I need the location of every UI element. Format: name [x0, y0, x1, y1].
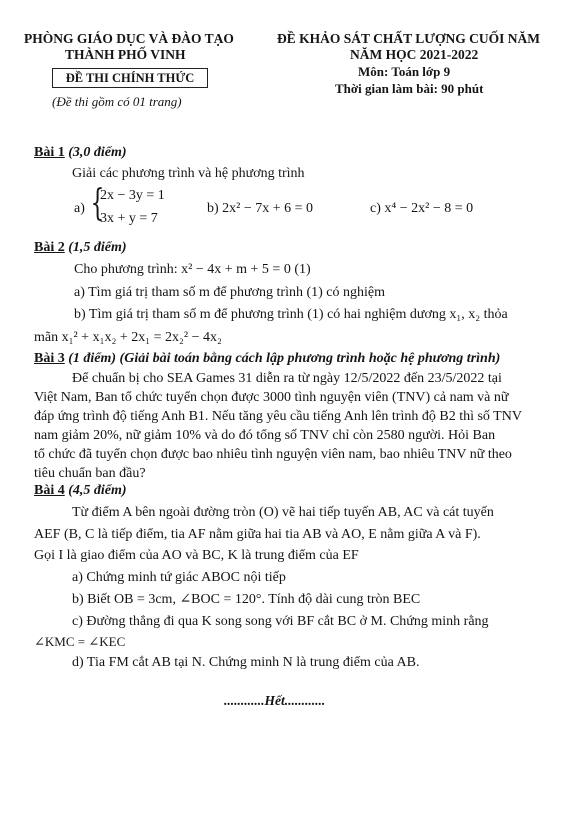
problem-1c: c) x⁴ − 2x² − 8 = 0: [370, 201, 474, 216]
exam-title: ĐỀ KHẢO SÁT CHẤT LƯỢNG CUỐI NĂM: [277, 31, 541, 46]
problem-3-line-6: tiêu chuẩn ban đầu?: [34, 466, 146, 481]
problem-4d: d) Tia FM cắt AB tại N. Chứng minh N là trung điểm của AB.: [72, 655, 420, 670]
problem-4b: b) Biết OB = 3cm, ∠BOC = 120°. Tính độ dài cung tròn BEC: [72, 592, 421, 607]
city-name: THÀNH PHỐ VINH: [65, 47, 186, 62]
problem-4-line-1: Từ điểm A bên ngoài đường tròn (O) vẽ hai tiếp tuyến AB, AC và cát tuyến: [72, 505, 494, 520]
problem-4c-line2: ∠KMC = ∠KEC: [34, 634, 126, 649]
problem-3-line-2: Việt Nam, Ban tổ chức tuyển chọn được 3000 tình nguyện viên (TNV) cả nam và nữ: [34, 390, 509, 405]
system-equation-1: 2x − 3y = 1: [100, 188, 165, 203]
problem-4-points: (4,5 điểm): [68, 483, 127, 498]
pages-note: (Đề thi gồm có 01 trang): [52, 94, 182, 109]
system-equation-2: 3x + y = 7: [100, 211, 158, 226]
problem-1-heading: [34, 143, 127, 163]
problem-1-title: Bài 1: [34, 145, 65, 160]
problem-3-heading: [34, 349, 500, 369]
problem-1-points: (3,0 điểm): [68, 145, 127, 160]
problem-2b-line2: mãn x₁² + x₁x₂ + 2x₁ = 2x₂² − 4x₂: [34, 330, 222, 345]
school-year: NĂM HỌC 2021-2022: [350, 47, 479, 62]
subject: Môn: Toán lớp 9: [358, 64, 451, 79]
problem-2-heading: [34, 238, 127, 258]
problem-4a: a) Chứng minh tứ giác ABOC nội tiếp: [72, 570, 286, 585]
problem-3-line-4: nam giảm 20%, nữ giảm 10% và do đó tổng số TNV chỉ còn 2580 người. Hỏi Ban: [34, 428, 496, 443]
problem-1a-label: a): [74, 201, 85, 216]
problem-1-intro: Giải các phương trình và hệ phương trình: [72, 166, 305, 181]
problem-3-line-3: đáp ứng trình độ tiếng Anh B1. Nếu tăng yêu cầu tiếng Anh lên trình độ B2 thì số TNV: [34, 409, 522, 424]
system-brace: {: [90, 183, 105, 224]
duration: Thời gian làm bài: 90 phút: [335, 81, 484, 96]
official-exam-box: ĐỀ THI CHÍNH THỨC: [52, 68, 208, 88]
problem-4-line-2: AEF (B, C là tiếp điểm, tia AF nằm giữa hai tia AB và AO, E nằm giữa A và F).: [34, 527, 481, 542]
department-name: PHÒNG GIÁO DỤC VÀ ĐÀO TẠO: [24, 31, 234, 46]
problem-3-points: (1 điểm) (Giải bài toán bằng cách lập phương trình hoặc hệ phương trình): [68, 351, 501, 366]
problem-4-title: Bài 4: [34, 483, 65, 498]
problem-2-title: Bài 2: [34, 240, 65, 255]
problem-1b: b) 2x² − 7x + 6 = 0: [207, 201, 314, 216]
problem-4c-line1: c) Đường thẳng đi qua K song song với BF cắt BC ở M. Chứng minh rằng: [72, 614, 489, 629]
problem-4-line-3: Gọi I là giao điểm của AO và BC, K là trung điểm của EF: [34, 548, 359, 563]
problem-2-intro: Cho phương trình: x² − 4x + m + 5 = 0 (1): [74, 262, 311, 277]
problem-3-title: Bài 3: [34, 351, 65, 366]
end-mark: ............Hết............: [224, 693, 326, 708]
problem-2-points: (1,5 điểm): [68, 240, 127, 255]
problem-2a: a) Tìm giá trị tham số m để phương trình (1) có nghiệm: [74, 285, 386, 300]
problem-4-heading: [34, 481, 127, 501]
problem-3-line-1: Để chuẩn bị cho SEA Games 31 diễn ra từ ngày 12/5/2022 đến 23/5/2022 tại: [72, 371, 502, 386]
problem-3-line-5: tổ chức đã tuyển chọn được bao nhiêu tình nguyện viên nam, bao nhiêu TNV nữ theo: [34, 447, 512, 462]
problem-2b-line1: b) Tìm giá trị tham số m để phương trình (1) có hai nghiệm dương x₁, x₂ thỏa: [74, 307, 508, 322]
